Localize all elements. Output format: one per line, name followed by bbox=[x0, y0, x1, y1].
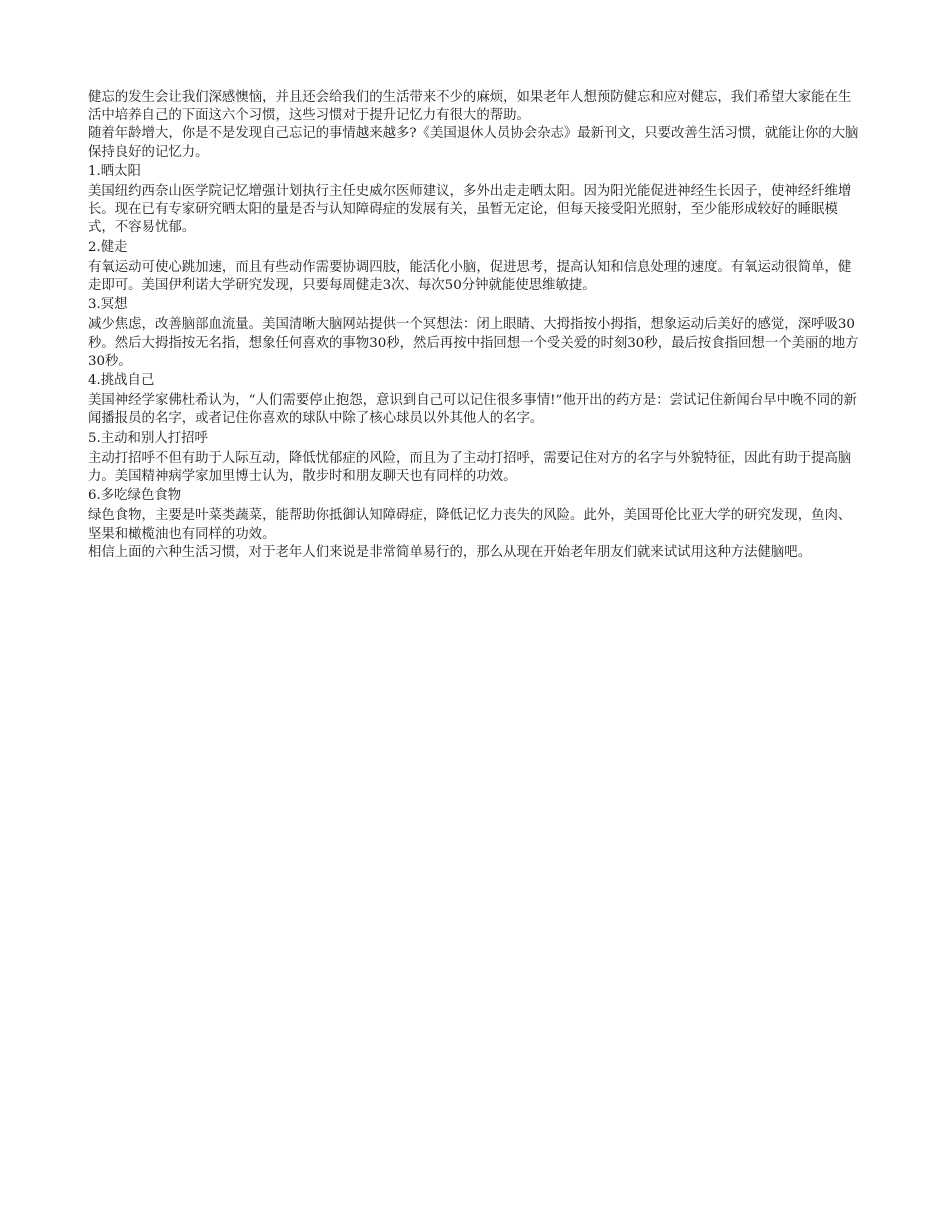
section-body-5: 主动打招呼不但有助于人际互动，降低忧郁症的风险，而且为了主动打招呼，需要记住对方的名字与外貌特征，因此有助于提高脑力。美国精神病学家加里博士认为，散步时和朋友聊天也有同样的功效。 bbox=[88, 450, 852, 485]
section-heading-5: 5.主动和别人打招呼 bbox=[88, 430, 208, 446]
section-body-1: 美国纽约西奈山医学院记忆增强计划执行主任史威尔医师建议，多外出走走晒太阳。因为阳光能促进神经生长因子，使神经纤维增长。现在已有专家研究晒太阳的量是否与认知障碍症的发展有关，虽暂无定论，但每天接受阳光照射，至少能形成较好的睡眠模式，不容易忧郁。 bbox=[88, 184, 852, 236]
intro-paragraph-1: 健忘的发生会让我们深感懊恼，并且还会给我们的生活带来不少的麻烦，如果老年人想预防健忘和应对健忘，我们希望大家能在生活中培养自己的下面这六个习惯，这些习惯对于提升记忆力有很大的帮助。 bbox=[88, 90, 852, 124]
section-heading-1: 1.晒太阳 bbox=[88, 163, 141, 179]
section-body-4: 美国神经学家佛杜希认为，“人们需要停止抱怨，意识到自己可以记住很多事情!”他开出的药方是：尝试记住新闻台早中晚不同的新闻播报员的名字，或者记住你喜欢的球队中除了核心球员以外其他人的名字。 bbox=[88, 393, 857, 427]
section-heading-3: 3.冥想 bbox=[88, 297, 128, 313]
intro-paragraph-2: 随着年龄增大，你是不是发现自己忘记的事情越来越多?《美国退休人员协会杂志》最新刊文，只要改善生活习惯，就能让你的大脑保持良好的记忆力。 bbox=[88, 126, 859, 160]
section-heading-2: 2.健走 bbox=[88, 239, 128, 255]
section-body-6: 绿色食物，主要是叶菜类蔬菜，能帮助你抵御认知障碍症，降低记忆力丧失的风险。此外，美国哥伦比亚大学的研究发现，鱼肉、坚果和橄榄油也有同样的功效。 bbox=[88, 508, 852, 542]
closing-paragraph: 相信上面的六种生活习惯，对于老年人们来说是非常简单易行的，那么从现在开始老年朋友们就来试试用这种方法健脑吧。 bbox=[88, 544, 812, 560]
article bbox=[88, 89, 863, 562]
section-body-3: 减少焦虑，改善脑部血流量。美国清晰大脑网站提供一个冥想法：闭上眼睛、大拇指按小拇指，想象运动后美好的感觉，深呼吸30秒。然后大拇指按无名指，想象任何喜欢的事物30秒，然后再按中指回想一个受关爱的时刻30秒，最后按食指回想一个美丽的地方30秒。 bbox=[88, 317, 859, 369]
section-heading-6: 6.多吃绿色食物 bbox=[88, 488, 182, 504]
section-heading-4: 4.挑战自己 bbox=[88, 373, 155, 389]
section-body-2: 有氧运动可使心跳加速，而且有些动作需要协调四肢，能活化小脑，促进思考，提高认知和信息处理的速度。有氧运动很简单，健走即可。美国伊利诺大学研究发现，只要每周健走3次、每次50分钟就能使思维敏捷。 bbox=[88, 259, 852, 294]
